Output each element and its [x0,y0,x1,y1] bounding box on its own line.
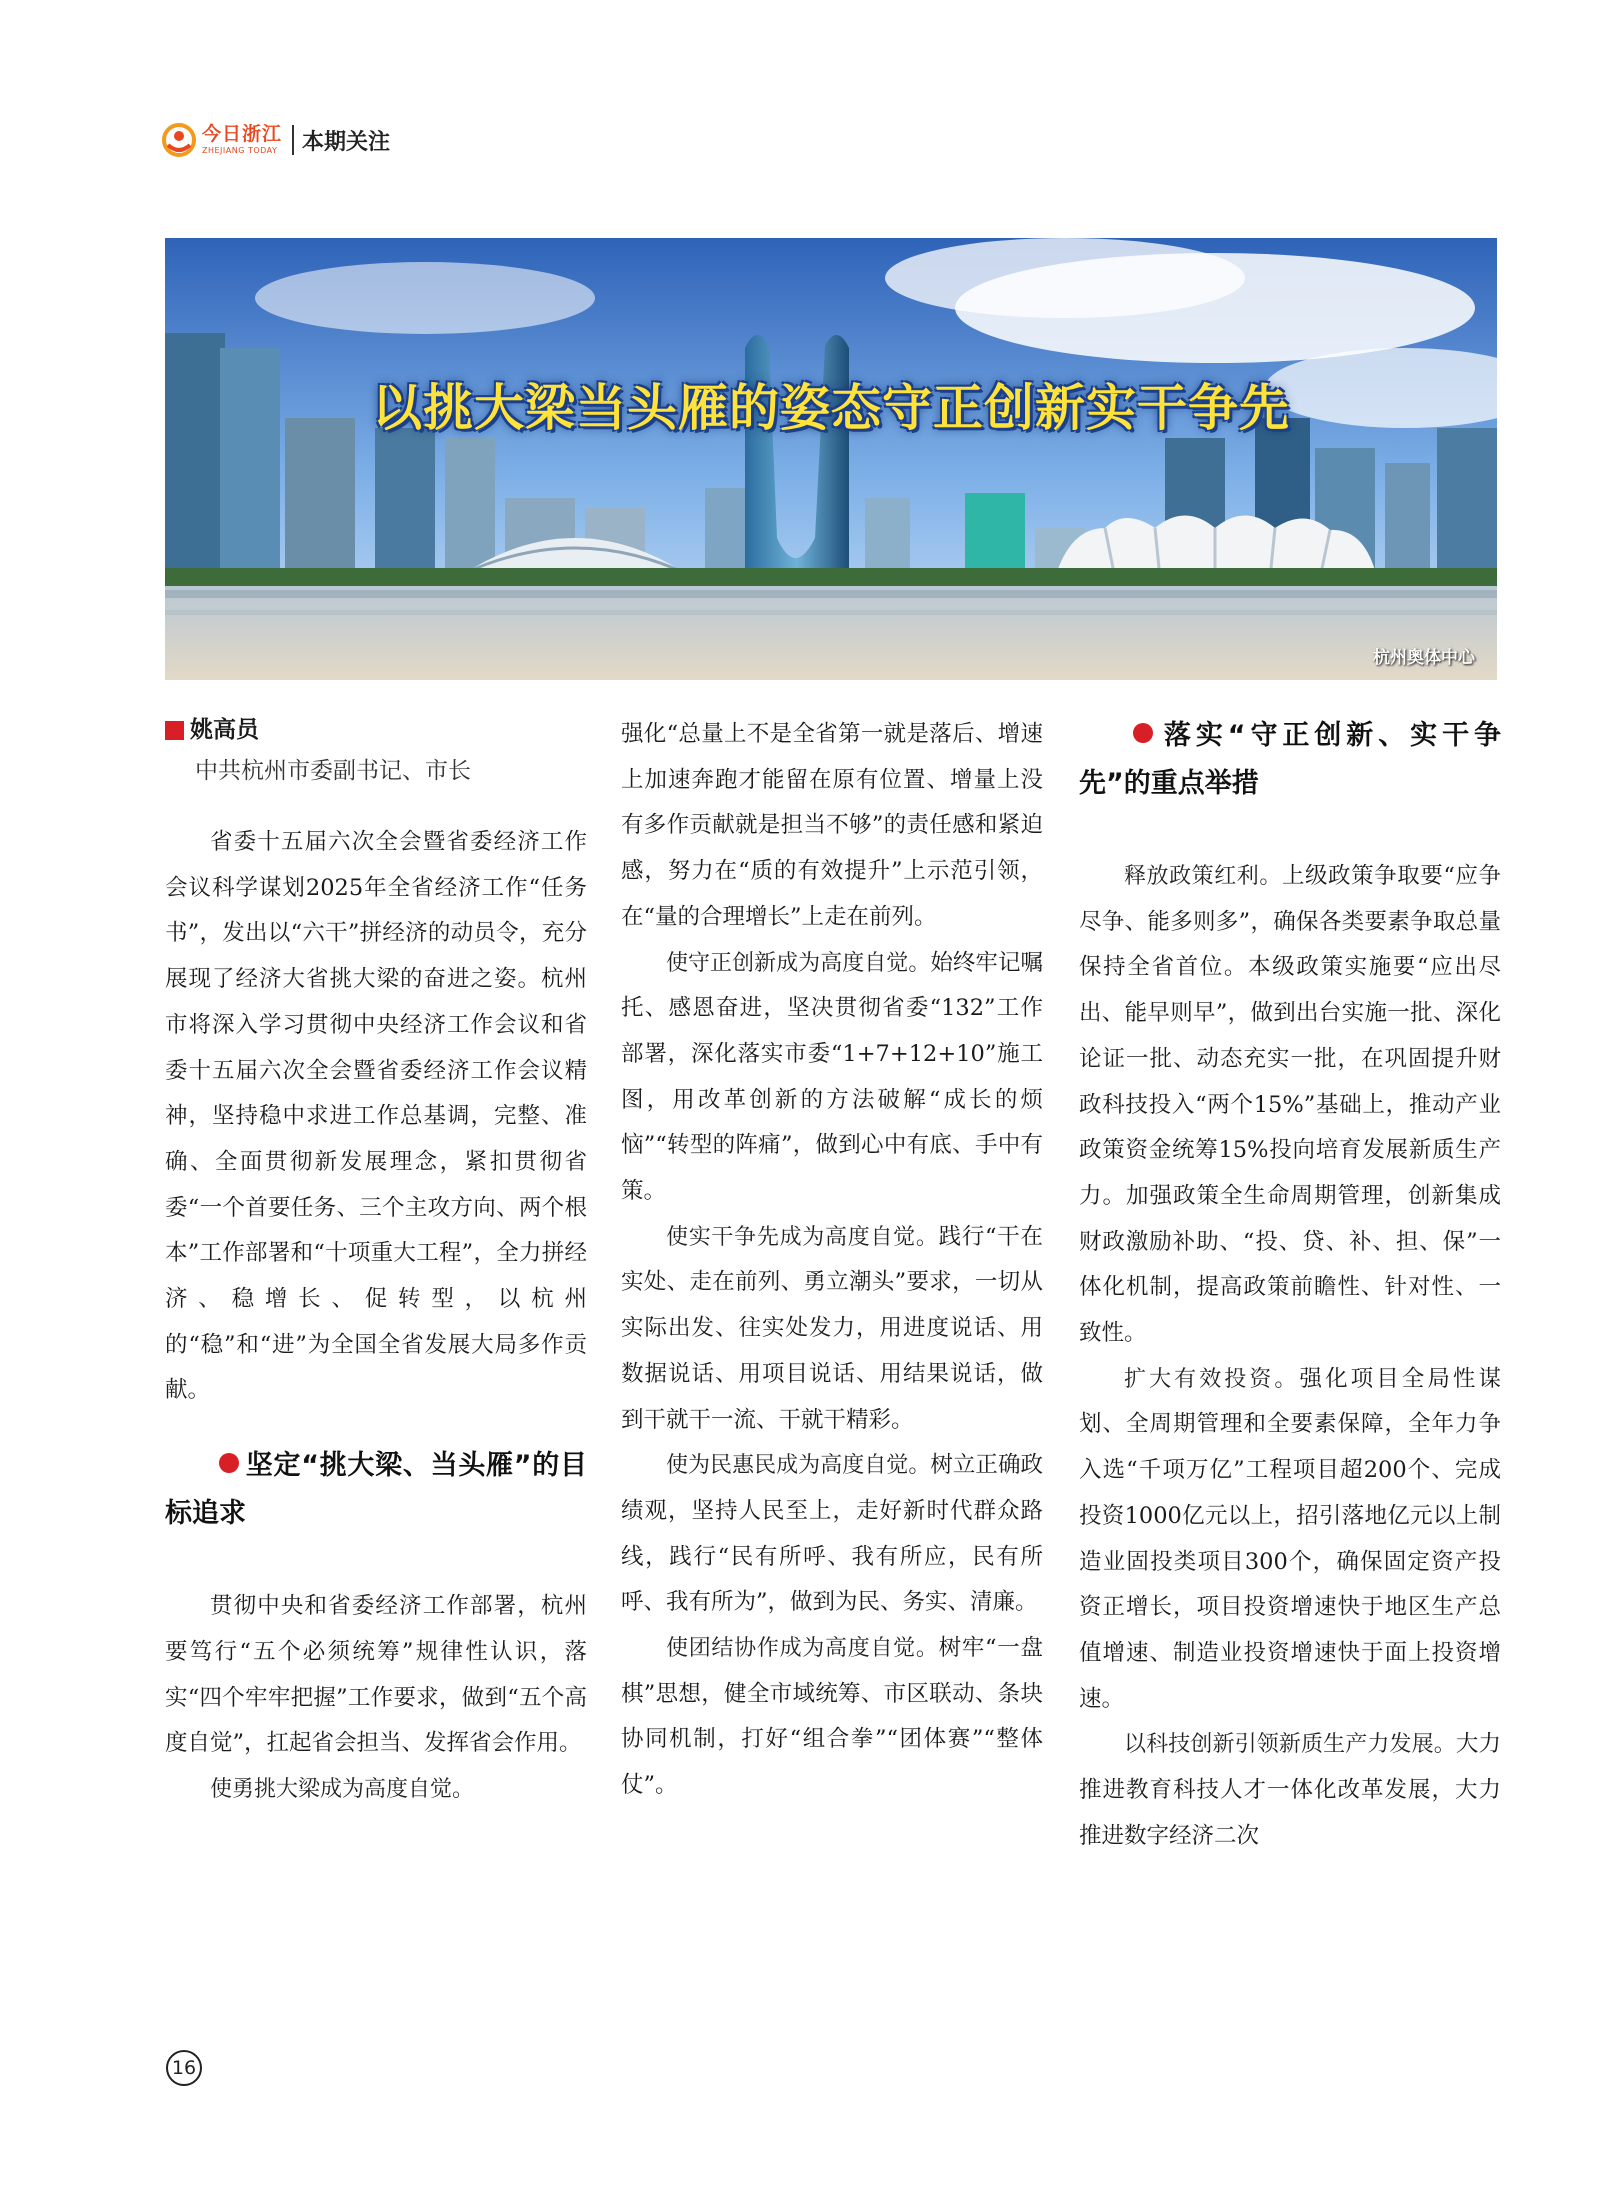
intro-paragraph: 省委十五届六次全会暨省委经济工作会议科学谋划2025年全省经济工作“任务书”，发出以“六干”拼经济的动员令，充分展现了经济大省挑大梁的奋进之姿。杭州市将深入学习贯彻中央经济工作会议和省委十五届六次全会暨省委经济工作会议精神，坚持稳中求进工作总基调，完整、准确、全面贯彻新发展理念，紧扣贯彻省委“一个首要任务、三个主攻方向、两个根本”工作部署和“十项重大工程”，全力拼经济、稳增长、促转型，以杭州的“稳”和“进”为全国全省发展大局多作贡献。 [165,829,587,1404]
section-heading-2-text: 落实“守正创新、实干争先”的重点举措 [1079,720,1501,799]
paragraph-lead: 扩大有效投资。 [1124,1366,1300,1392]
paragraph-lead: 释放政策红利。 [1124,864,1282,889]
paragraph-body: 上级政策争取要“应争尽争、能多则多”，确保各类要素争取总量保持全省首位。本级政策实施要“应出尽出、能早则早”，做到出台实施一批、深化论证一批、动态充实一批，在巩固提升财政科技投入“两个15%”基础上，推动产业政策资金统筹15%投向培育发展新质生产力。加强政策全生命周期管理，创新集成财政激励补助、“投、贷、补、担、保”一体化机制，提高政策前瞻性、针对性、一致性。 [1079,863,1501,1347]
header-divider [292,125,294,155]
article-column-3 [1079,712,1501,1859]
page-number: 16 [166,2050,202,2086]
red-dot-icon [1133,723,1153,743]
section1-paragraph-5 [621,1443,1043,1626]
section1-paragraph-2-start [165,1767,587,1813]
article-column-1 [165,712,587,1813]
paragraph-lead: 使为民惠民成为高度自觉。 [666,1453,931,1479]
paragraph-lead: 以科技创新引领新质生产力发展。 [1124,1732,1456,1758]
logo-english: ZHEJIANG TODAY [202,146,278,155]
paragraph-body: 大力推进教育科技人才一体化改革发展，大力推进数字经济二次 [1079,1731,1501,1849]
paragraph-body: 践行“干在实处、走在前列、勇立潮头”要求，一切从实际出发、往实处发力，用进度说话、用数据说话、用项目说话、用结果说话，做到干就干一流、干就干精彩。 [621,1223,1043,1433]
paragraph-lead: 使实干争先成为高度自觉。 [666,1224,939,1250]
section2-paragraph-2 [1079,1357,1501,1723]
paragraph-lead: 使守正创新成为高度自觉。 [666,950,931,976]
section-heading-1-text: 坚定“挑大梁、当头雁”的目标追求 [165,1450,587,1530]
section1-paragraph-1: 贯彻中央和省委经济工作部署，杭州要笃行“五个必须统筹”规律性认识，落实“四个牢牢把握”工作要求，做到“五个高度自觉”，扛起省会担当、发挥省会作用。 [165,1593,587,1757]
paragraph-body: 树牢“一盘棋”思想，健全市域统筹、市区联动、条块协同机制，打好“组合拳”“团体赛”“整体仗”。 [621,1635,1043,1799]
section-heading-2 [1079,712,1501,808]
section1-paragraph-2: 强化“总量上不是全省第一就是落后、增速上加速奔跑才能留在原有位置、增量上没有多作贡献就是担当不够”的责任感和紧迫感，努力在“质的有效提升”上示范引领，在“量的合理增长”上走在前列。 [621,721,1043,930]
section2-paragraph-3 [1079,1722,1501,1859]
section-heading-1 [165,1442,587,1538]
article-column-2 [621,712,1043,1809]
hero-headline: 以挑大梁当头雁的姿态守正创新实干争先 [372,379,1290,437]
magazine-header [162,118,390,162]
magazine-logo-text [202,125,282,155]
red-square-icon [165,721,184,740]
paragraph-lead: 使团结协作成为高度自觉。 [666,1636,939,1662]
hero-image [165,238,1497,680]
section-label: 本期关注 [302,129,391,155]
logo-chinese: 今日浙江 [202,123,283,145]
section1-paragraph-4 [621,1215,1043,1444]
section1-paragraph-3 [621,941,1043,1215]
paragraph-body: 强化项目全局性谋划、全周期管理和全要素保障，全年力争入选“千项万亿”工程项目超200个、完成投资1000亿元以上，招引落地亿元以上制造业固投类项目300个，确保固定资产投资正增长，项目投资增速快于地区生产总值增速、制造业投资增速快于面上投资增速。 [1079,1365,1501,1712]
skyline-illustration [165,238,1497,680]
paragraph-body: 树立正确政绩观，坚持人民至上，走好新时代群众路线，践行“民有所呼、我有所应，民有所呼、我有所为”，做到为民、务实、清廉。 [621,1452,1043,1616]
section1-paragraph-6 [621,1626,1043,1809]
red-dot-icon [219,1453,239,1473]
magazine-logo-icon [162,123,196,157]
paragraph-lead: 使勇挑大梁成为高度自觉。 [210,1776,475,1802]
photo-caption: 杭州奥体中心 [1373,648,1475,668]
paragraph-body: 始终牢记嘱托、感恩奋进，坚决贯彻省委“132”工作部署，深化落实市委“1+7+12+10”施工图，用改革创新的方法破解“成长的烦恼”“转型的阵痛”，做到心中有底、手中有策。 [621,949,1043,1205]
author-title: 中共杭州市委副书记、市长 [195,758,471,784]
author-byline [165,712,587,748]
section2-paragraph-1 [1079,854,1501,1357]
author-name: 姚高员 [190,717,259,743]
